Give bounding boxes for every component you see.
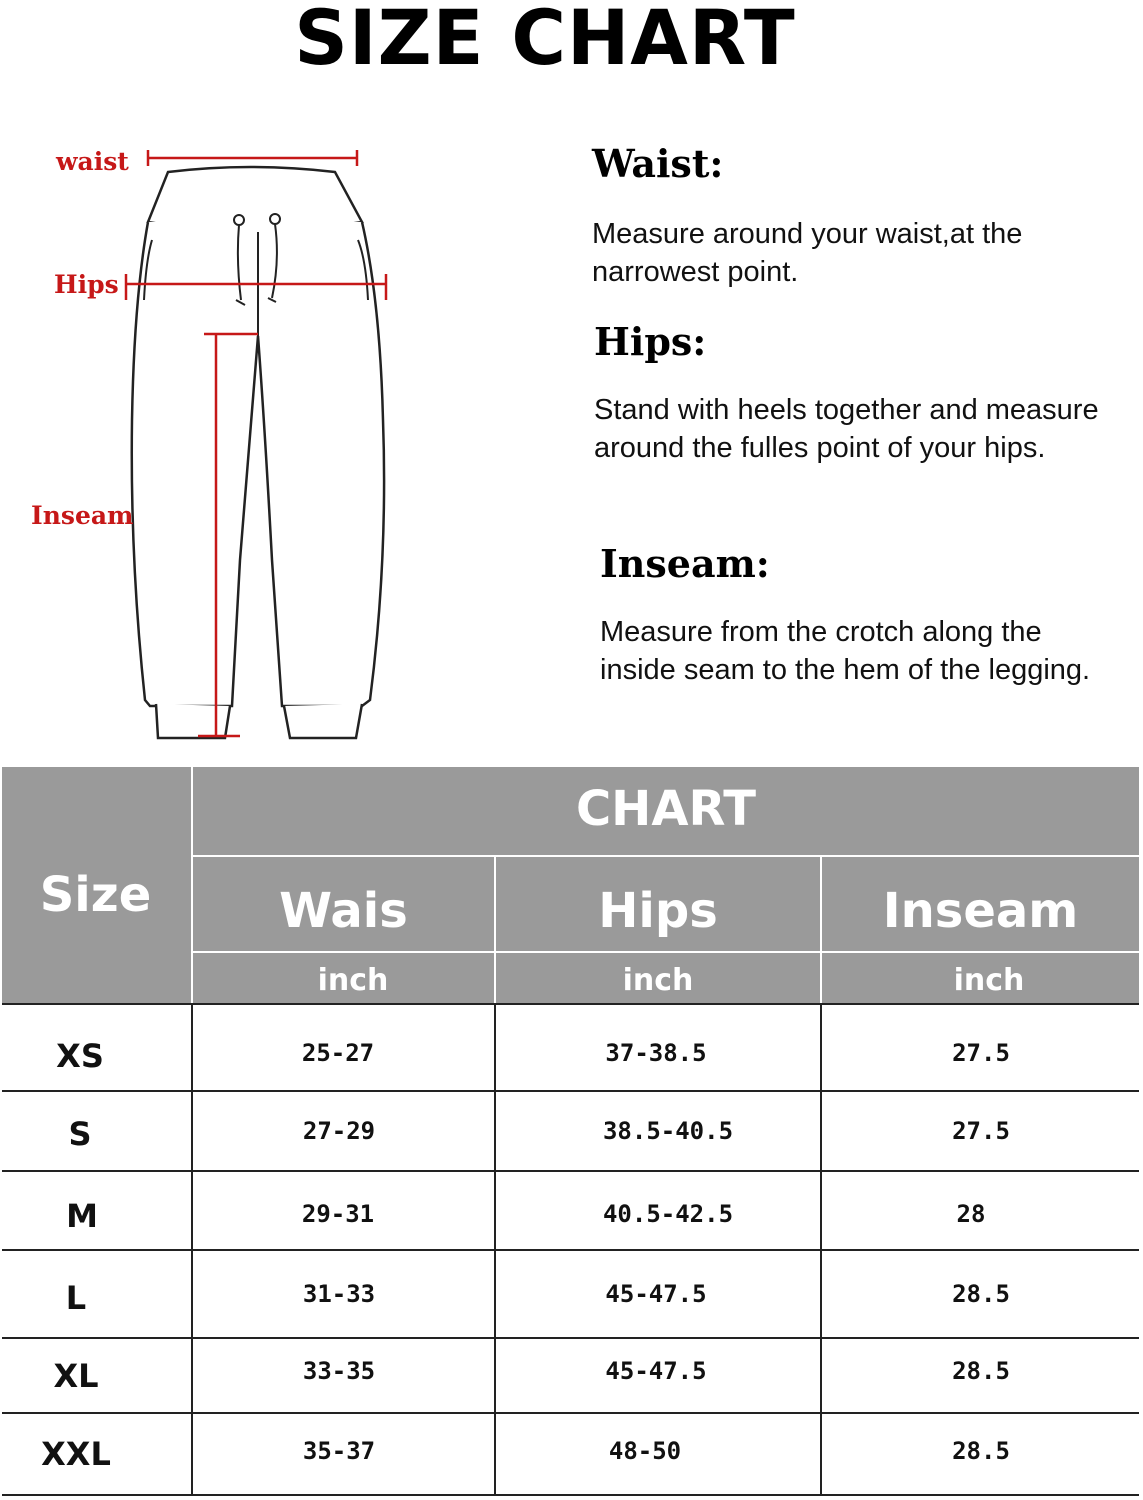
hips-cell: 37-38.5 xyxy=(605,1039,707,1067)
hips-description: Stand with heels together and measure around the fulles point of your hips. xyxy=(594,394,1099,464)
hips-heading: Hips: xyxy=(594,319,707,364)
pants-outline-illustration xyxy=(0,120,420,760)
waist-cell: 27-29 xyxy=(302,1117,376,1145)
page-title: SIZE CHART xyxy=(294,0,796,82)
waist-cell: 25-27 xyxy=(301,1039,375,1067)
inseam-cell: 27.5 xyxy=(952,1117,1010,1145)
hips-cell: 40.5-42.5 xyxy=(602,1200,734,1228)
waist-column-header: Wais xyxy=(279,883,408,939)
pants-diagram xyxy=(0,120,420,760)
size-column-header: Size xyxy=(39,867,152,923)
inseam-unit: inch xyxy=(953,963,1025,998)
hips-column-header: Hips xyxy=(598,883,718,939)
inseam-label: Inseam xyxy=(31,501,134,530)
waist-heading: Waist: xyxy=(592,141,724,186)
inseam-description: Measure from the crotch along the inside seam to the hem of the legging. xyxy=(600,616,1091,686)
waist-cell: 33-35 xyxy=(302,1357,376,1385)
size-cell: XL xyxy=(53,1357,99,1395)
hips-unit: inch xyxy=(622,963,694,998)
inseam-cell: 28.5 xyxy=(952,1357,1010,1385)
waist-cell: 29-31 xyxy=(301,1200,375,1228)
hips-cell: 38.5-40.5 xyxy=(602,1117,734,1145)
hips-cell: 48-50 xyxy=(608,1437,682,1465)
size-cell: M xyxy=(66,1197,98,1235)
waist-cell: 31-33 xyxy=(302,1280,376,1308)
size-cell: L xyxy=(65,1279,87,1317)
inseam-cell: 27.5 xyxy=(952,1039,1010,1067)
waist-description: Measure around your waist,at the narrowest point. xyxy=(592,218,1023,288)
chart-group-header: CHART xyxy=(575,781,757,837)
size-table xyxy=(0,767,1141,1500)
inseam-cell: 28.5 xyxy=(952,1437,1010,1465)
waist-cell: 35-37 xyxy=(302,1437,376,1465)
hips-cell: 45-47.5 xyxy=(605,1357,707,1385)
size-cell: S xyxy=(68,1115,92,1153)
waist-label: waist xyxy=(56,147,129,176)
hips-label: Hips xyxy=(54,270,119,299)
inseam-heading: Inseam: xyxy=(600,541,770,586)
size-cell: XXL xyxy=(41,1435,111,1473)
inseam-cell: 28 xyxy=(956,1200,986,1228)
inseam-cell: 28.5 xyxy=(952,1280,1010,1308)
size-cell: XS xyxy=(56,1037,104,1075)
waist-unit: inch xyxy=(317,963,389,998)
inseam-column-header: Inseam xyxy=(882,883,1079,939)
hips-cell: 45-47.5 xyxy=(605,1280,707,1308)
